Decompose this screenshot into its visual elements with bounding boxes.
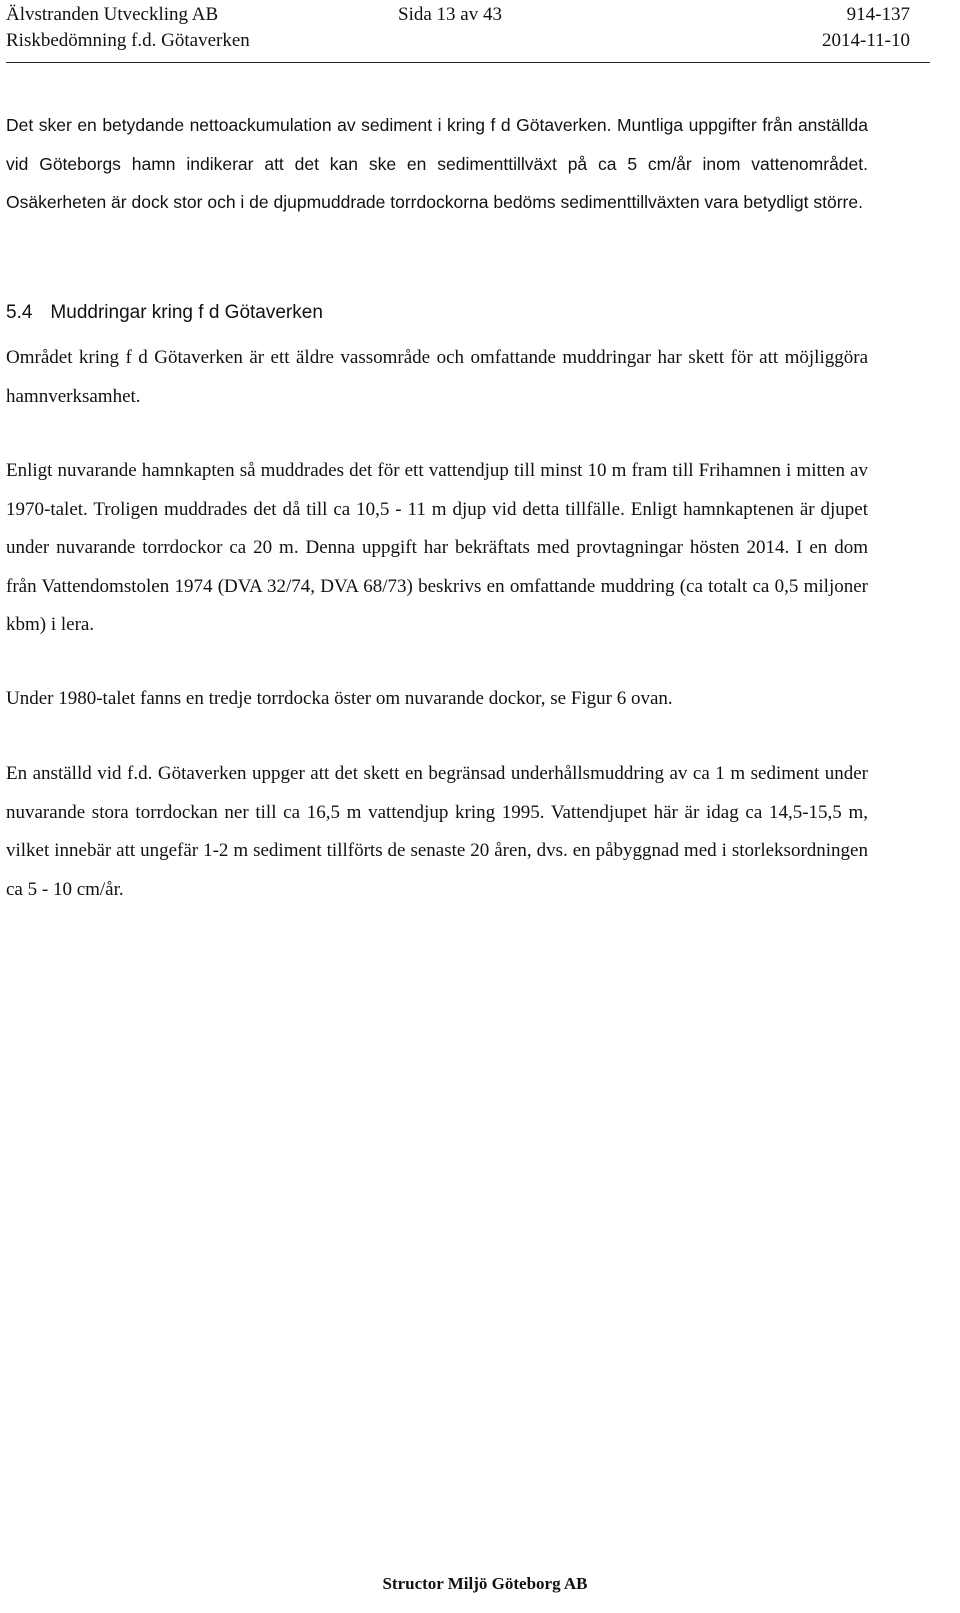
header-page-label: Sida 13 av 43	[398, 4, 502, 25]
header-company: Älvstranden Utveckling AB	[6, 4, 219, 25]
section-number: 5.4	[6, 302, 33, 323]
header-date: 2014-11-10	[822, 30, 910, 51]
section-heading	[6, 298, 323, 328]
header-divider	[6, 62, 930, 63]
page-footer: Structor Miljö Göteborg AB	[382, 1574, 588, 1593]
header-doc-number: 914-137	[846, 4, 910, 25]
paragraph-sediment-accumulation: Det sker en betydande nettoackumulation av sediment i kring f d Götaverken. Muntliga uppgifter från anställda vid Göteborgs hamn indikerar att det kan ske en sedimenttillväxt på ca 5 cm/år inom vattenområdet. Osäkerheten är dock stor och i de djupmuddrade torrdockorna bedöms sedimenttillväxten vara betydligt större.	[6, 115, 868, 212]
paragraph-maintenance-dredging: En anställd vid f.d. Götaverken uppger att det skett en begränsad underhållsmuddring av ca 1 m sediment under nuvarande stora torrdockan ner till ca 16,5 m vattendjup kring 1995. Vattendjupet här är idag ca 14,5-15,5 m, vilket innebär att ungefär 1-2 m sediment tillförts de senaste 20 åren, dvs. en påbyggnad med i storleksordningen ca 5 - 10 cm/år.	[6, 763, 868, 900]
paragraph-third-drydock: Under 1980-talet fanns en tredje torrdocka öster om nuvarande dockor, se Figur 6 ovan.	[6, 688, 673, 709]
header-doc-title: Riskbedömning f.d. Götaverken	[6, 30, 250, 51]
paragraph-dredging-depth: Enligt nuvarande hamnkapten så muddrades det för ett vattendjup till minst 10 m fram till Frihamnen i mitten av 1970-talet. Troligen muddrades det då till ca 10,5 - 11 m djup vid detta tillfälle. Enligt hamnkaptenen är djupet under nuvarande torrdockor ca 20 m. Denna uppgift har bekräftats med provtagningar hösten 2014. I en dom från Vattendomstolen 1974 (DVA 32/74, DVA 68/73) beskrivs en omfattande muddring (ca totalt ca 0,5 miljoner kbm) i lera.	[6, 460, 868, 635]
section-title: Muddringar kring f d Götaverken	[50, 302, 323, 323]
paragraph-area-history: Området kring f d Götaverken är ett äldre vassområde och omfattande muddringar har skett för att möjliggöra hamnverksamhet.	[6, 347, 868, 407]
